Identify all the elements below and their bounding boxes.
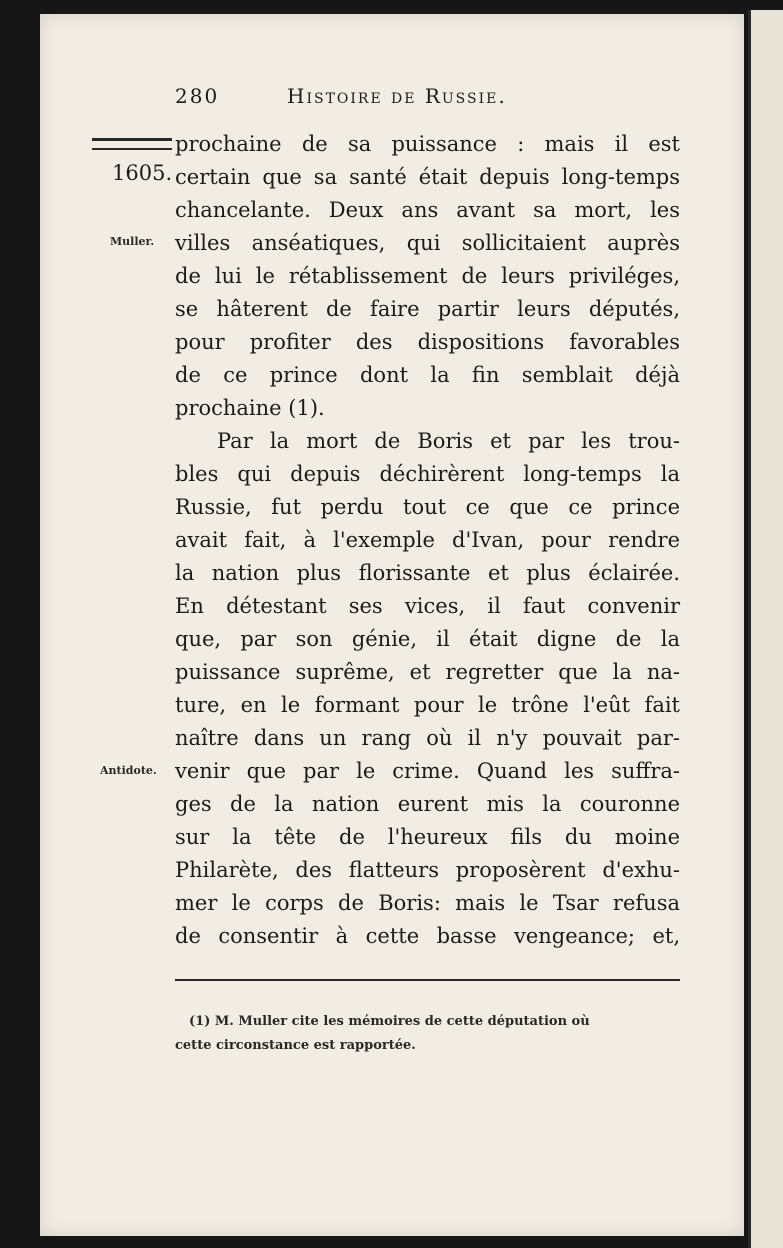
text-line: certain que sa santé était depuis long-temps [175, 165, 680, 189]
text-line: de ce prince dont la fin semblait déjà [175, 363, 680, 387]
text-line: ture, en le formant pour le trône l'eût fait [175, 693, 680, 717]
text-line: de consentir à cette basse vengeance; et, [175, 924, 680, 948]
text-line: avait fait, à l'exemple d'Ivan, pour rendre [175, 528, 680, 552]
text-line: bles qui depuis déchirèrent long-temps la [175, 462, 680, 486]
footnote-line: (1) M. Muller cite les mémoires de cette députation où [189, 1014, 590, 1029]
text-line: prochaine de sa puissance : mais il est [175, 132, 680, 156]
text-line: Russie, fut perdu tout ce que ce prince [175, 495, 680, 519]
footnote [175, 1010, 680, 1058]
text-line: puissance suprême, et regretter que la na- [175, 660, 680, 684]
footnote-line: cette circonstance est rapportée. [175, 1038, 416, 1053]
running-title: Histoire de Russie. [287, 84, 507, 108]
text-line: ges de la nation eurent mis la couronne [175, 792, 680, 816]
text-line: se hâterent de faire partir leurs députés, [175, 297, 680, 321]
text-line: Philarète, des flatteurs proposèrent d'exhu- [175, 858, 680, 882]
text-line: venir que par le crime. Quand les suffra- [175, 759, 680, 783]
text-line: de lui le rétablissement de leurs priviléges, [175, 264, 680, 288]
text-line: En détestant ses vices, il faut convenir [175, 594, 680, 618]
margin-year: 1605. [112, 161, 173, 185]
text-line: mer le corps de Boris: mais le Tsar refusa [175, 891, 680, 915]
text-line: villes anséatiques, qui sollicitaient auprès [175, 231, 680, 255]
text-line: prochaine (1). [175, 396, 325, 420]
text-line: que, par son génie, il était digne de la [175, 627, 680, 651]
text-line: sur la tête de l'heureux fils du moine [175, 825, 680, 849]
margin-note-antidote: Antidote. [100, 764, 157, 777]
page-number: 280 [175, 84, 220, 108]
page-header [175, 84, 680, 116]
margin-note-muller: Muller. [110, 235, 155, 248]
section-rule-mark [92, 138, 172, 150]
text-line: Par la mort de Boris et par les trou- [217, 429, 680, 453]
footnote-divider [175, 979, 680, 981]
body-text [175, 128, 680, 953]
text-line: pour profiter des dispositions favorables [175, 330, 680, 354]
text-line: chancelante. Deux ans avant sa mort, les [175, 198, 680, 222]
facing-page-edge [748, 10, 783, 1248]
text-line: la nation plus florissante et plus éclairée. [175, 561, 680, 585]
text-line: naître dans un rang où il n'y pouvait par- [175, 726, 680, 750]
